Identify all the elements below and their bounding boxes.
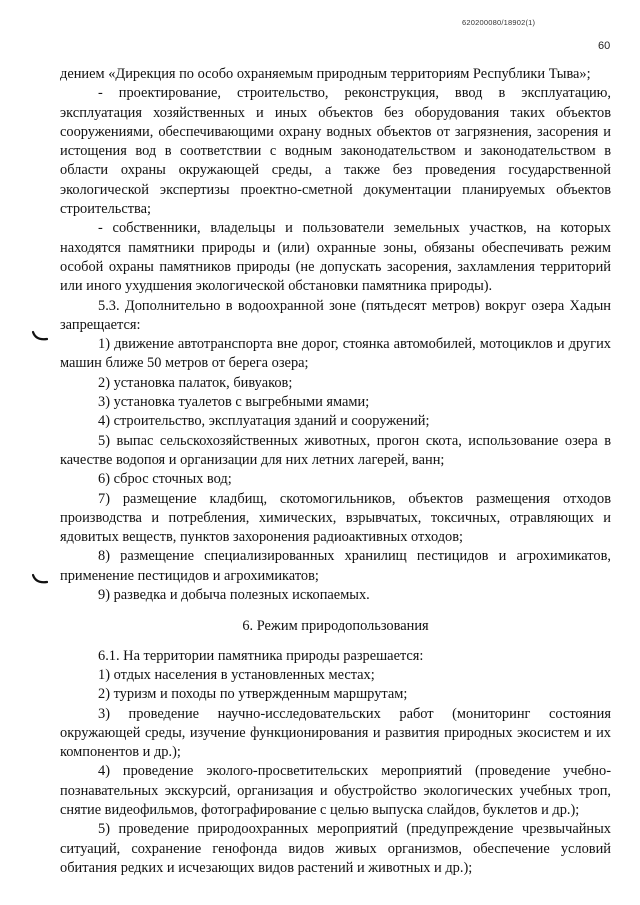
- list-item: 4) проведение эколого-просветительских мероприятий (проведение учебно-познавательных экскурсий, организация и обустройство экологических учебных троп, снятие видеофильмов, фотографирование с целью выпуска слайдов, буклетов и др.);: [60, 763, 611, 818]
- list-item: 1) отдых населения в установленных местах;: [98, 666, 375, 683]
- margin-check-mark: [32, 330, 48, 342]
- list-item: 2) туризм и походы по утвержденным маршрутам;: [98, 686, 408, 703]
- list-item: 8) размещение специализированных хранилищ пестицидов и агрохимикатов, применение пестицидов и агрохимикатов;: [60, 548, 611, 584]
- section-heading: 6. Режим природопользования: [242, 618, 429, 635]
- document-body: [60, 65, 611, 878]
- list-item: 1) движение автотранспорта вне дорог, стоянка автомобилей, мотоциклов и других машин ближе 50 метров от берега озера;: [60, 336, 611, 372]
- list-item: 4) строительство, эксплуатация зданий и сооружений;: [98, 413, 430, 430]
- paragraph: 5.3. Дополнительно в водоохранной зоне (пятьдесят метров) вокруг озера Хадын запрещается:: [60, 297, 611, 333]
- list-item: 3) проведение научно-исследовательских работ (мониторинг состояния окружающей среды, изучение функционирования и развития природных экосистем и их компонентов и др.);: [60, 705, 611, 761]
- paragraph: - проектирование, строительство, реконструкция, ввод в эксплуатацию, эксплуатация хозяйственных и иных объектов без оборудования таких объектов сооружениями, обеспечивающими охрану водных объектов от загрязнения, засорения и истощения вод в соответствии с водным законодательством и законодательством в области охраны окружающей среды, а также без проведения государственной экологической экспертизы проектно-сметной документации планируемых объектов строительства;: [60, 85, 611, 218]
- list-item: 5) выпас сельскохозяйственных животных, прогон скота, использование озера в качестве водопоя и организации для них летних лагерей, ванн;: [60, 432, 611, 468]
- paragraph: - собственники, владельцы и пользователи земельных участков, на которых находятся памятники природы и (или) охранные зоны, обязаны обеспечивать режим особой охраны памятников природы (не допускать засорения, захламления территорий или иного ухудшения экологической обстановки памятника природы).: [60, 220, 611, 295]
- list-item: 9) разведка и добыча полезных ископаемых.: [98, 587, 370, 604]
- page-number: 60: [598, 40, 611, 52]
- list-item: 7) размещение кладбищ, скотомогильников, объектов размещения отходов производства и потребления, химических, взрывчатых, токсичных, отравляющих и ядовитых веществ, пунктов захоронения радиоактивных отходов;: [60, 490, 611, 546]
- list-item: 2) установка палаток, бивуаков;: [98, 374, 293, 391]
- paragraph: 6.1. На территории памятника природы разрешается:: [98, 647, 424, 664]
- list-item: 5) проведение природоохранных мероприятий (предупреждение чрезвычайных ситуаций, сохранение генофонда видов живых организмов, обеспечение условий обитания редких и исчезающих видов растений и животных и др.);: [60, 821, 611, 876]
- margin-check-mark: [32, 573, 48, 585]
- document-id: 620200080/18902(1): [462, 18, 536, 27]
- paragraph: дением «Дирекция по особо охраняемым природным территориям Республики Тыва»;: [60, 66, 591, 82]
- list-item: 3) установка туалетов с выгребными ямами;: [98, 394, 370, 411]
- list-item: 6) сброс сточных вод;: [98, 471, 232, 488]
